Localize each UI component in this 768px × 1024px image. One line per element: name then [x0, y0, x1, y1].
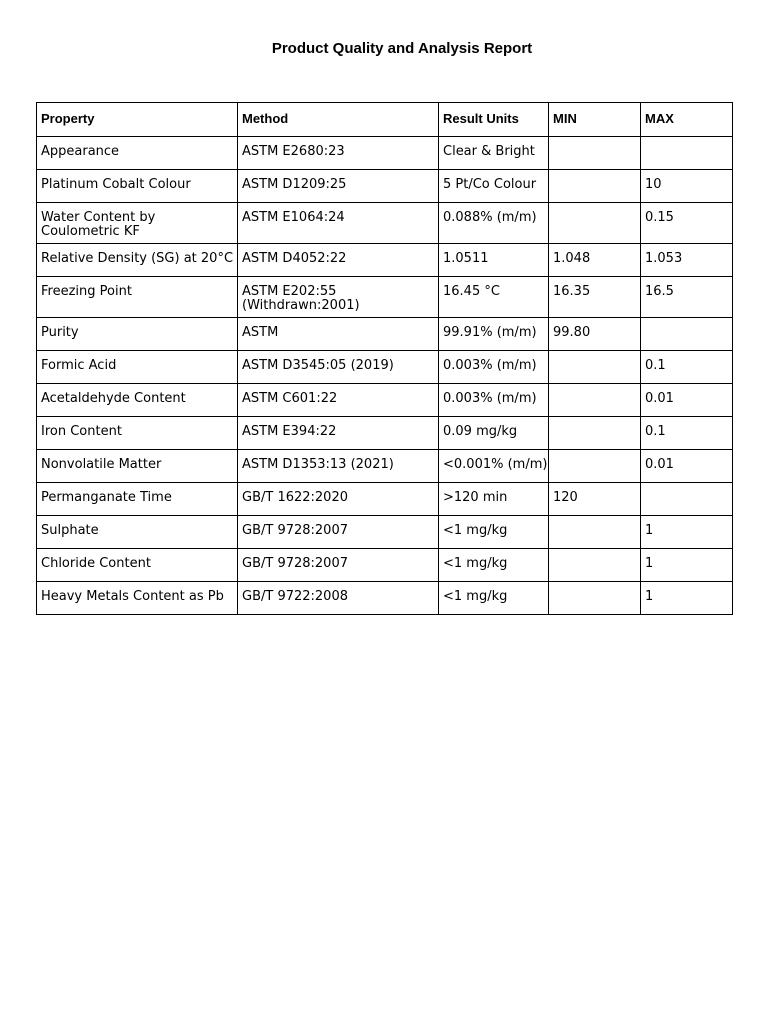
cell-min: [549, 450, 641, 483]
cell-result: 0.088% (m/m): [439, 203, 549, 244]
table-row: [37, 277, 733, 318]
cell-method: ASTM: [238, 318, 439, 351]
cell-result: 99.91% (m/m): [439, 318, 549, 351]
cell-method: ASTM E1064:24: [238, 203, 439, 244]
cell-result: 16.45 °C: [439, 277, 549, 318]
cell-property: Iron Content: [37, 417, 238, 450]
header-property: Property: [37, 103, 238, 137]
table-header-row: [37, 103, 733, 137]
cell-max: 10: [641, 170, 733, 203]
cell-min: [549, 170, 641, 203]
cell-method: ASTM C601:22: [238, 384, 439, 417]
table-row: [37, 244, 733, 277]
header-max: MAX: [641, 103, 733, 137]
header-method: Method: [238, 103, 439, 137]
cell-method: GB/T 1622:2020: [238, 483, 439, 516]
cell-min: [549, 351, 641, 384]
cell-min: 120: [549, 483, 641, 516]
cell-property: Sulphate: [37, 516, 238, 549]
cell-min: 1.048: [549, 244, 641, 277]
table-row: [37, 203, 733, 244]
cell-max: 1: [641, 549, 733, 582]
table-row: [37, 137, 733, 170]
cell-result: <0.001% (m/m): [439, 450, 549, 483]
table-row: [37, 170, 733, 203]
cell-min: [549, 516, 641, 549]
cell-result: 1.0511: [439, 244, 549, 277]
table-row: [37, 351, 733, 384]
cell-min: [549, 203, 641, 244]
page-title: Product Quality and Analysis Report: [271, 40, 533, 57]
table-row: [37, 516, 733, 549]
cell-method: ASTM D3545:05 (2019): [238, 351, 439, 384]
cell-min: [549, 137, 641, 170]
cell-method: GB/T 9728:2007: [238, 549, 439, 582]
cell-property: Platinum Cobalt Colour: [37, 170, 238, 203]
cell-min: [549, 384, 641, 417]
cell-method: GB/T 9722:2008: [238, 582, 439, 615]
cell-property: Water Content by Coulometric KF: [37, 203, 238, 244]
cell-min: [549, 582, 641, 615]
cell-result: <1 mg/kg: [439, 582, 549, 615]
cell-min: 16.35: [549, 277, 641, 318]
cell-max: 0.1: [641, 417, 733, 450]
cell-method: ASTM D1353:13 (2021): [238, 450, 439, 483]
quality-report-table: [36, 102, 733, 615]
cell-property: Permanganate Time: [37, 483, 238, 516]
cell-max: 1: [641, 516, 733, 549]
cell-max: 0.01: [641, 450, 733, 483]
cell-result: 0.09 mg/kg: [439, 417, 549, 450]
cell-method: ASTM D4052:22: [238, 244, 439, 277]
cell-max: 0.1: [641, 351, 733, 384]
cell-property: Formic Acid: [37, 351, 238, 384]
cell-property: Chloride Content: [37, 549, 238, 582]
header-result-units: Result Units: [439, 103, 549, 137]
table-row: [37, 582, 733, 615]
cell-result: <1 mg/kg: [439, 549, 549, 582]
cell-result: 0.003% (m/m): [439, 351, 549, 384]
cell-method: ASTM E202:55 (Withdrawn:2001): [238, 277, 439, 318]
cell-property: Acetaldehyde Content: [37, 384, 238, 417]
cell-property: Heavy Metals Content as Pb: [37, 582, 238, 615]
cell-property: Purity: [37, 318, 238, 351]
cell-max: 1.053: [641, 244, 733, 277]
cell-max: [641, 137, 733, 170]
cell-min: [549, 417, 641, 450]
cell-method: ASTM E2680:23: [238, 137, 439, 170]
cell-method: GB/T 9728:2007: [238, 516, 439, 549]
cell-method: ASTM D1209:25: [238, 170, 439, 203]
cell-property: Freezing Point: [37, 277, 238, 318]
cell-property: Nonvolatile Matter: [37, 450, 238, 483]
cell-max: 16.5: [641, 277, 733, 318]
table-row: [37, 549, 733, 582]
cell-property: Relative Density (SG) at 20°C: [37, 244, 238, 277]
table-row: [37, 384, 733, 417]
cell-result: 5 Pt/Co Colour: [439, 170, 549, 203]
cell-result: Clear & Bright: [439, 137, 549, 170]
table-row: [37, 318, 733, 351]
cell-max: [641, 483, 733, 516]
cell-max: 0.01: [641, 384, 733, 417]
header-min: MIN: [549, 103, 641, 137]
cell-max: 1: [641, 582, 733, 615]
cell-min: [549, 549, 641, 582]
cell-property: Appearance: [37, 137, 238, 170]
table-row: [37, 450, 733, 483]
cell-max: [641, 318, 733, 351]
cell-max: 0.15: [641, 203, 733, 244]
cell-result: <1 mg/kg: [439, 516, 549, 549]
cell-result: >120 min: [439, 483, 549, 516]
table-row: [37, 483, 733, 516]
cell-result: 0.003% (m/m): [439, 384, 549, 417]
table-row: [37, 417, 733, 450]
cell-min: 99.80: [549, 318, 641, 351]
cell-method: ASTM E394:22: [238, 417, 439, 450]
